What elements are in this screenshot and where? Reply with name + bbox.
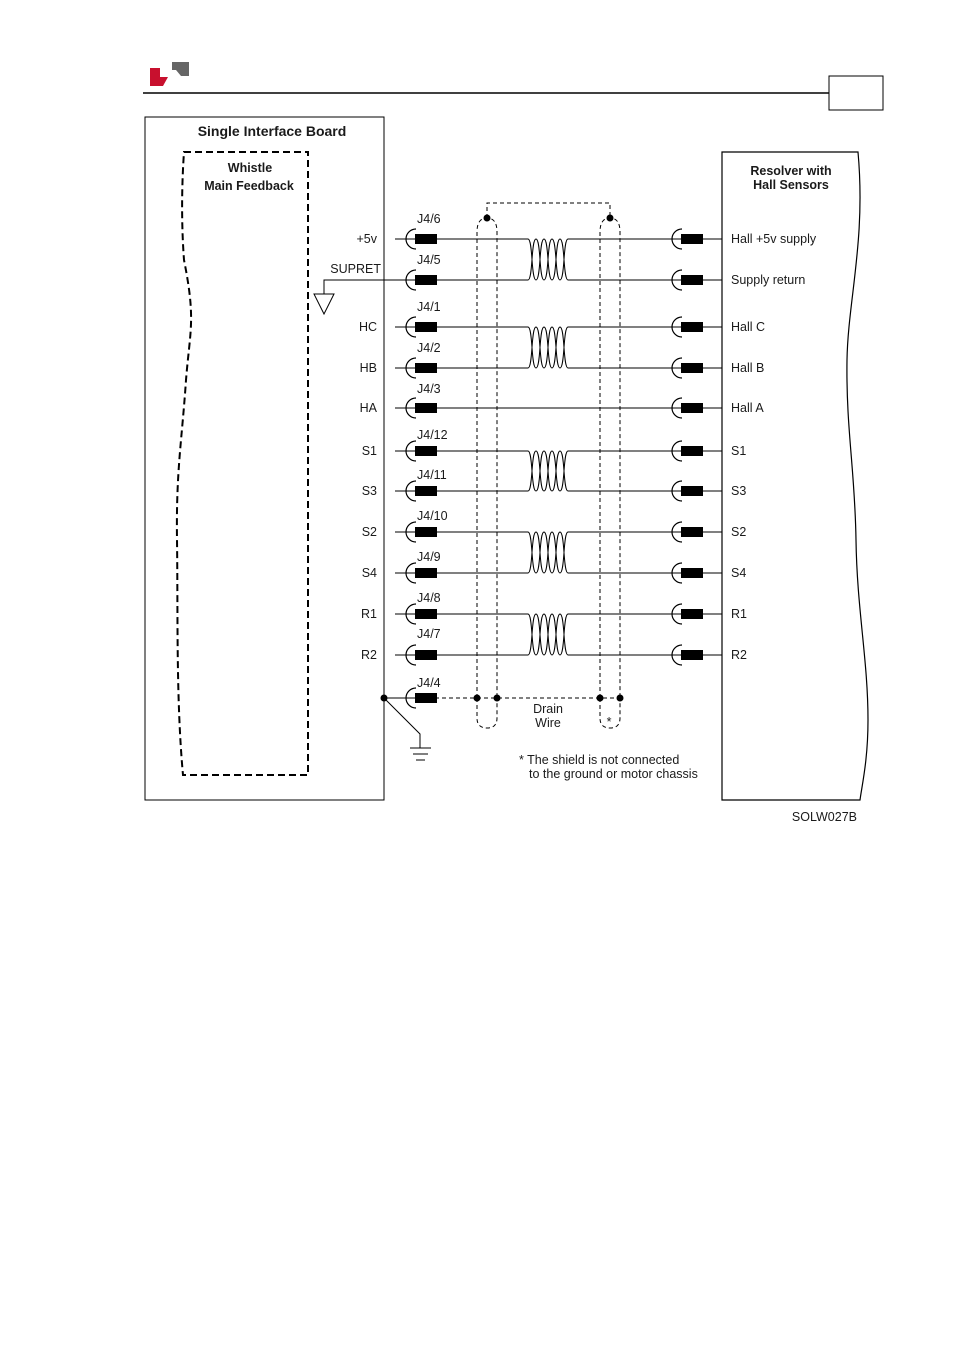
- signal-right-label: Supply return: [731, 273, 806, 287]
- page-number-box: [829, 76, 883, 110]
- pin-label: J4/9: [417, 550, 441, 564]
- signal-right-label: Hall C: [731, 320, 766, 334]
- signal-left-label: R2: [361, 648, 377, 662]
- shield-note-2: to the ground or motor chassis: [529, 767, 698, 781]
- pin-label: J4/10: [417, 509, 448, 523]
- signal-left-label: S3: [361, 484, 377, 498]
- twisted-pair-icon: [528, 532, 568, 573]
- signal-right-label: Hall +5v supply: [731, 232, 817, 246]
- chassis-ground-icon: [384, 698, 431, 760]
- cable-shield: [435, 203, 620, 728]
- signal-left-label: HC: [358, 320, 377, 334]
- whistle-label: Whistle: [227, 161, 273, 175]
- pin-label: J4/12: [417, 428, 448, 442]
- signal-right-label: Hall B: [731, 361, 765, 375]
- signal-right-label: S4: [731, 566, 747, 580]
- shield-asterisk: *: [606, 715, 612, 729]
- signal-right-label: R2: [731, 648, 747, 662]
- signal-left-label: S1: [361, 444, 377, 458]
- signal-left-label: HB: [359, 361, 377, 375]
- pin-label: J4/3: [417, 382, 441, 396]
- signal-left-label: R1: [361, 607, 377, 621]
- twisted-pair-icon: [528, 327, 568, 368]
- pin-label: J4/1: [417, 300, 441, 314]
- figure-id: SOLW027B: [791, 810, 857, 824]
- pin-label: J4/8: [417, 591, 441, 605]
- pin-label: J4/6: [417, 212, 441, 226]
- drain-wire-label-1: Drain: [533, 702, 563, 716]
- supret-ground-icon: [314, 280, 405, 314]
- signal-left-label: S4: [361, 566, 377, 580]
- twisted-pair-icon: [528, 451, 568, 491]
- pin-label: J4/11: [417, 468, 447, 482]
- shield-pin-label: J4/4: [417, 676, 441, 690]
- signal-left-label: +5v: [356, 232, 377, 246]
- device-title-1: Resolver with: [750, 164, 832, 178]
- board-title: Single Interface Board: [197, 123, 347, 139]
- signal-left-label: HA: [359, 401, 377, 415]
- pin-label: J4/2: [417, 341, 441, 355]
- main-feedback-label: Main Feedback: [204, 179, 294, 193]
- shield-note-1: * The shield is not connected: [519, 753, 680, 767]
- signal-right-label: S2: [731, 525, 747, 539]
- signal-right-label: S3: [731, 484, 747, 498]
- twisted-pair-icon: [528, 614, 568, 655]
- interface-board-box: [145, 117, 384, 800]
- resolver-device-outline: [722, 152, 868, 800]
- drain-wire-label-2: Wire: [535, 716, 561, 730]
- drain-connection: [381, 688, 438, 708]
- pin-label: J4/5: [417, 253, 441, 267]
- pin-label: J4/7: [417, 627, 441, 641]
- device-title-2: Hall Sensors: [753, 178, 829, 192]
- signal-right-label: S1: [731, 444, 747, 458]
- signal-left-label: S2: [361, 525, 377, 539]
- company-logo: [150, 62, 189, 86]
- signal-right-label: R1: [731, 607, 747, 621]
- signal-row: [330, 253, 805, 287]
- signal-right-label: Hall A: [731, 401, 764, 415]
- main-feedback-outline: [177, 152, 308, 775]
- twisted-pair-icon: [528, 239, 568, 280]
- signal-left-label: SUPRET: [330, 262, 381, 276]
